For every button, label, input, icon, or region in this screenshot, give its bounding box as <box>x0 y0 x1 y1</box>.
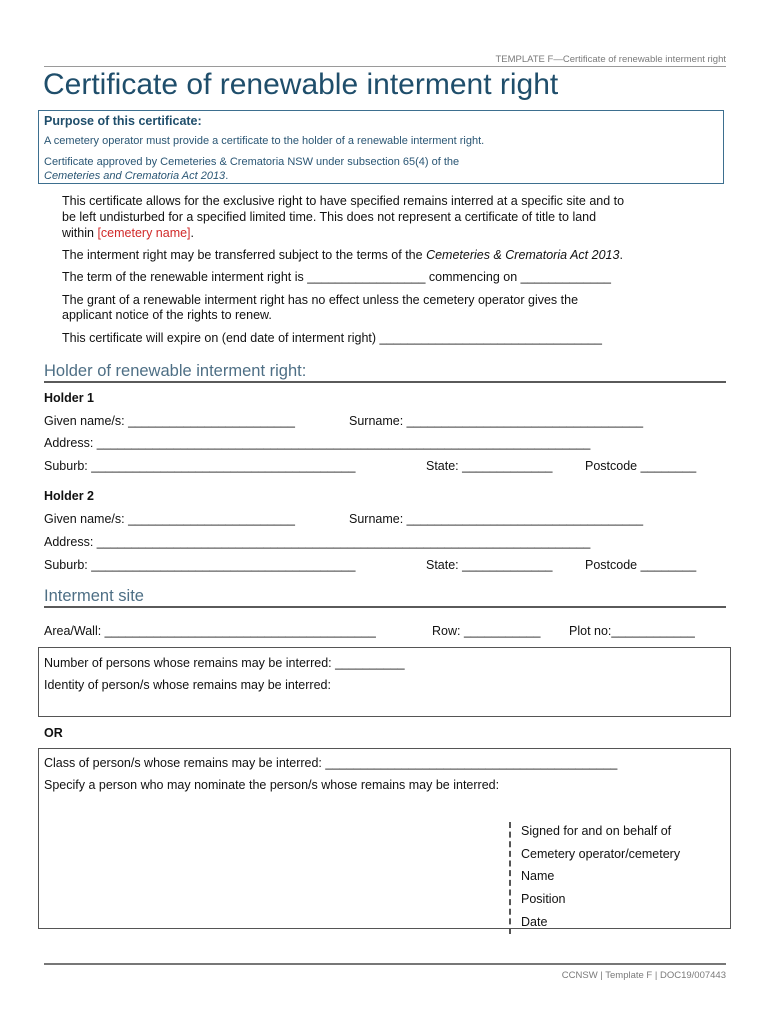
holders-section-title: Holder of renewable interment right: <box>44 362 307 380</box>
header-rule <box>44 66 726 67</box>
intro-p1-line1: This certificate allows for the exclusive right to have specified remains interred at a specific site and to <box>62 194 625 208</box>
signature-divider <box>509 822 511 934</box>
intro-expiry-line: This certificate will expire on (end date of interment right) ________________________________ <box>62 331 602 345</box>
purpose-line-1: A cemetery operator must provide a certificate to the holder of a renewable interment right. <box>44 135 485 147</box>
signature-date-field[interactable]: Date <box>521 915 548 929</box>
footer-text: CCNSW | Template F | DOC19/007443 <box>561 970 726 981</box>
holder-1-given-name-field[interactable]: Given name/s: ________________________ <box>44 414 295 428</box>
signature-position-field[interactable]: Position <box>521 892 566 906</box>
intro-p1-end: . <box>190 226 195 240</box>
intro-p1-line3 <box>62 226 194 240</box>
holder-1-postcode-field[interactable]: Postcode ________ <box>585 459 697 473</box>
class-of-persons-field[interactable]: Class of person/s whose remains may be interred: __________________________________________ <box>44 756 618 770</box>
holder-2-address-field[interactable]: Address: _______________________________________________________________________ <box>44 535 591 549</box>
purpose-heading: Purpose of this certificate: <box>44 114 202 128</box>
holder-1-heading: Holder 1 <box>44 391 95 405</box>
holder-2-postcode-field[interactable]: Postcode ________ <box>585 558 697 572</box>
persons-count-field[interactable]: Number of persons whose remains may be interred: __________ <box>44 656 405 670</box>
holders-section-rule <box>44 381 726 383</box>
purpose-line-2: Certificate approved by Cemeteries & Crematoria NSW under subsection 65(4) of the <box>44 156 460 168</box>
running-header: TEMPLATE F—Certificate of renewable interment right <box>495 54 726 65</box>
holder-2-given-name-field[interactable]: Given name/s: ________________________ <box>44 512 295 526</box>
page-title: Certificate of renewable interment right <box>43 68 559 101</box>
intro-p2-end: . <box>619 248 623 262</box>
nominate-person-field[interactable]: Specify a person who may nominate the person/s whose remains may be interred: <box>44 778 500 792</box>
intro-term-line: The term of the renewable interment right is _________________ commencing on _____________ <box>62 270 611 284</box>
interment-site-section-rule <box>44 606 726 608</box>
holder-1-address-field[interactable]: Address: _______________________________________________________________________ <box>44 436 591 450</box>
interment-site-section-title: Interment site <box>44 587 144 605</box>
intro-p4-line2: applicant notice of the rights to renew. <box>62 308 272 322</box>
holder-2-heading: Holder 2 <box>44 489 95 503</box>
holder-1-suburb-field[interactable]: Suburb: ______________________________________ <box>44 459 356 473</box>
identity-field[interactable]: Identity of person/s whose remains may be interred: <box>44 678 331 692</box>
intro-within: within <box>62 226 98 240</box>
signed-on-behalf-label: Signed for and on behalf of <box>521 824 672 838</box>
cemetery-operator-label: Cemetery operator/cemetery <box>521 847 681 861</box>
footer-rule <box>44 963 726 965</box>
holder-2-surname-field[interactable]: Surname: __________________________________ <box>349 512 644 526</box>
intro-p2 <box>62 248 623 262</box>
purpose-act-line <box>44 170 228 182</box>
holder-2-suburb-field[interactable]: Suburb: ______________________________________ <box>44 558 356 572</box>
holder-1-surname-field[interactable]: Surname: __________________________________ <box>349 414 644 428</box>
signature-name-field[interactable]: Name <box>521 869 555 883</box>
intro-p1-line2: be left undisturbed for a specified limited time. This does not represent a certificate of title to land <box>62 210 597 224</box>
row-field[interactable]: Row: ___________ <box>432 624 541 638</box>
class-nominate-box <box>38 748 731 929</box>
intro-p2-act: Cemeteries & Crematoria Act 2013 <box>426 248 620 262</box>
intro-p2-prefix: The interment right may be transferred subject to the terms of the <box>62 248 427 262</box>
intro-p4-line1: The grant of a renewable interment right has no effect unless the cemetery operator gives the <box>62 293 579 307</box>
cemetery-name-placeholder: [cemetery name] <box>97 226 191 240</box>
holder-1-state-field[interactable]: State: _____________ <box>426 459 553 473</box>
or-label: OR <box>44 726 63 740</box>
area-wall-field[interactable]: Area/Wall: _______________________________________ <box>44 624 376 638</box>
holder-2-state-field[interactable]: State: _____________ <box>426 558 553 572</box>
purpose-act-end: . <box>225 170 229 182</box>
plot-no-field[interactable]: Plot no:____________ <box>569 624 695 638</box>
purpose-act-name: Cemeteries and Crematoria Act 2013 <box>44 170 226 182</box>
